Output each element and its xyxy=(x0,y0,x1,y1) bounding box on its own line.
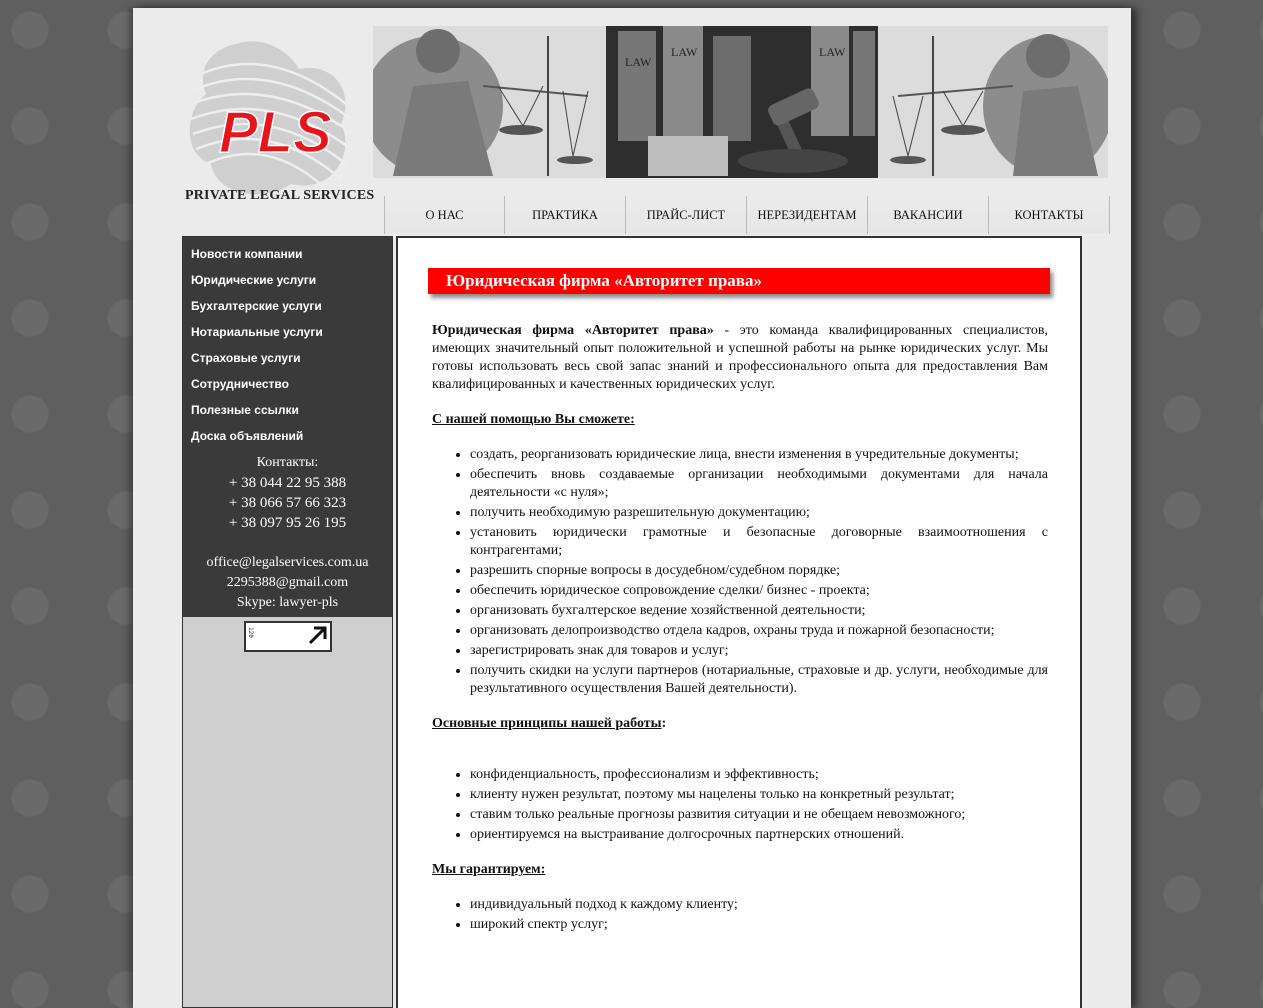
list-item: • индивидуальный подход к каждому клиенту; xyxy=(470,896,1048,914)
list-item: • ориентируемся на выстраивание долгосрочных партнерских отношений. xyxy=(470,826,1048,844)
email-gmail[interactable]: 2295388@gmail.com xyxy=(226,575,349,590)
list-item: • организовать делопроизводство отдела кадров, охраны труда и пожарной безопасности; xyxy=(470,622,1048,640)
page-title: Юридическая фирма «Авторитет права» xyxy=(428,268,1050,294)
book-label: LAW xyxy=(671,45,698,59)
list-item: • разрешить спорные вопросы в досудебном/судебном порядке; xyxy=(470,562,1048,580)
sidebar-item-links[interactable]: Полезные ссылки xyxy=(191,403,299,417)
contacts-label: Контакты: xyxy=(256,455,319,470)
section-heading-text: Основные принципы нашей работы xyxy=(432,716,662,731)
law-books-gavel xyxy=(606,26,878,178)
section-heading: Мы гарантируем: xyxy=(432,862,546,877)
benefits-list xyxy=(432,446,1048,698)
phone-number: + 38 044 22 95 388 xyxy=(228,475,347,491)
sidebar-item-board[interactable]: Доска объявлений xyxy=(191,429,304,443)
phone-number: + 38 066 57 66 323 xyxy=(228,495,347,511)
main-content xyxy=(396,236,1082,1008)
list-item: • обеспечить юридическое сопровождение сделки/ бизнес - проекта; xyxy=(470,582,1048,600)
counter-badge[interactable] xyxy=(244,621,332,652)
list-item: • создать, реорганизовать юридические лица, внести изменения в учредительные документы; xyxy=(470,446,1048,464)
list-item: • зарегистрировать знак для товаров и услуг; xyxy=(470,642,1048,660)
email-office[interactable]: office@legalservices.com.ua xyxy=(206,555,369,570)
nav-nonresidents[interactable]: НЕРЕЗИДЕНТАМ xyxy=(747,196,868,234)
nav-contacts[interactable]: КОНТАКТЫ xyxy=(989,196,1110,234)
intro-bold: Юридическая фирма «Авторитет права» xyxy=(432,323,714,338)
list-item: • обеспечить вновь создаваемые организации необходимыми документами для начала деятельности «с нуля»; xyxy=(470,466,1048,502)
principles-list xyxy=(432,766,1048,844)
main-nav xyxy=(384,196,1110,234)
sidebar-menu xyxy=(183,237,392,449)
section-heading xyxy=(432,714,1048,734)
page-container xyxy=(133,8,1131,1008)
list-item: • широкий спектр услуг; xyxy=(470,916,1048,934)
justice-statue-right xyxy=(878,26,1108,178)
intro-paragraph xyxy=(432,322,1048,394)
list-item: • клиенту нужен результат, поэтому мы нацелены только на конкретный результат; xyxy=(470,786,1048,804)
pls-logo[interactable] xyxy=(181,34,361,209)
section-heading-colon: : xyxy=(661,716,667,731)
nav-price-list[interactable]: ПРАЙС-ЛИСТ xyxy=(626,196,747,234)
counter-arrow-icon xyxy=(246,623,330,650)
list-item: • установить юридически грамотные и безопасные договорные взаимоотношения с контрагентами; xyxy=(470,524,1048,560)
sidebar xyxy=(182,236,393,1008)
spacer xyxy=(183,533,392,553)
nav-about[interactable]: О НАС xyxy=(384,196,505,234)
sidebar-item-legal[interactable]: Юридические услуги xyxy=(191,273,317,287)
nav-practice[interactable]: ПРАКТИКА xyxy=(505,196,626,234)
sidebar-item-cooperation[interactable]: Сотрудничество xyxy=(191,377,289,391)
header-banner xyxy=(373,26,1108,178)
contacts-block xyxy=(183,449,392,617)
book-label: LAW xyxy=(819,45,846,59)
article-body xyxy=(432,322,1048,936)
counter-label: 120 xyxy=(246,627,254,638)
list-item: • получить необходимую разрешительную документацию; xyxy=(470,504,1048,522)
nav-vacancies[interactable]: ВАКАНСИИ xyxy=(868,196,989,234)
sidebar-item-insurance[interactable]: Страховые услуги xyxy=(191,351,301,365)
section-heading: С нашей помощью Вы сможете: xyxy=(432,412,635,427)
list-item: • конфиденциальность, профессионализм и эффективность; xyxy=(470,766,1048,784)
skype-contact: Skype: lawyer-pls xyxy=(236,595,339,610)
logo-text: PRIVATE LEGAL SERVICES xyxy=(185,188,375,203)
logo-mark: PLS xyxy=(219,100,332,165)
guarantees-list xyxy=(432,896,1048,934)
sidebar-item-accounting[interactable]: Бухгалтерские услуги xyxy=(191,299,322,313)
sidebar-item-notary[interactable]: Нотариальные услуги xyxy=(191,325,323,339)
list-item: • ставим только реальные прогнозы развития ситуации и не обещаем невозможного; xyxy=(470,806,1048,824)
list-item: • получить скидки на услуги партнеров (нотариальные, страховые и др. услуги, необходимые для результативного осуществления Вашей деятельности). xyxy=(470,662,1048,698)
book-label: LAW xyxy=(625,55,652,69)
intro-text: - это команда квалифицированных специалистов, имеющих значительный опыт положительной и успешной работы на рынке юридических услуг. Мы готовы использовать весь свой запас знаний и профессионального опыта для предоставления Вам квалифицированных и качественных юридических услуг. xyxy=(432,323,1048,392)
phone-number: + 38 097 95 26 195 xyxy=(228,515,347,531)
sidebar-item-news[interactable]: Новости компании xyxy=(191,247,303,261)
list-item: • организовать бухгалтерское ведение хозяйственной деятельности; xyxy=(470,602,1048,620)
justice-statue-left xyxy=(373,26,608,178)
